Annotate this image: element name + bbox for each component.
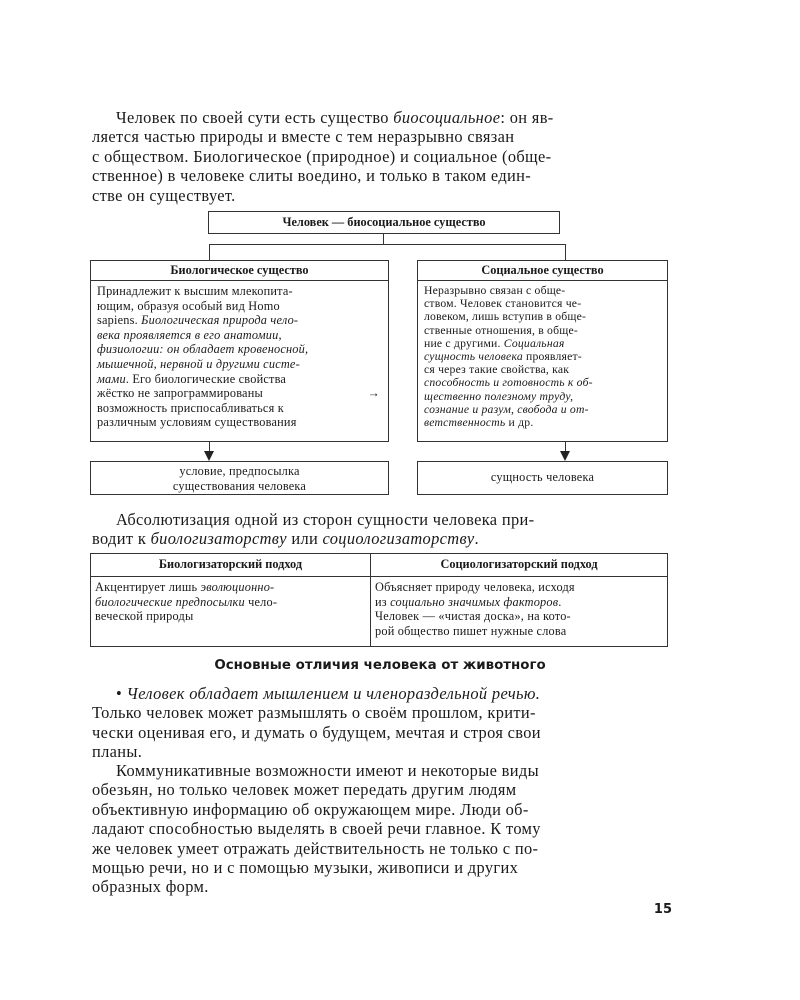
biological-title: Биологическое существо bbox=[91, 261, 388, 281]
social-result-box: сущность человека bbox=[417, 461, 668, 495]
section-heading: Основные отличия человека от животного bbox=[214, 658, 546, 673]
bullet-paragraph: • Человек обладает мышлением и членораздельной речью. Только человек может размышлять о своём прошлом, крити- чески оценивая его, и думать о будущем, мечтая и строя свои планы. bbox=[92, 684, 541, 762]
intro-line-2: ляется частью природы и вместе с тем неразрывно связан bbox=[92, 127, 515, 147]
social-title: Социальное существо bbox=[418, 261, 667, 281]
social-box bbox=[417, 260, 668, 442]
connector-left-drop bbox=[209, 244, 210, 260]
intro-paragraph bbox=[92, 108, 672, 205]
table-cell-biological: Акцентирует лишь эволюционно- биологические предпосылки чело- веческой природы bbox=[95, 580, 278, 624]
table-cell-social: Объясняет природу человека, исходя из социально значимых факторов. Человек — «чистая доска», на кото- рой общество пишет нужные слова bbox=[375, 580, 575, 638]
intro-line-3: с обществом. Биологическое (природное) и социальное (обще- bbox=[92, 146, 552, 166]
intro-line-1: Человек по своей сути есть существо биосоциальное: он яв- bbox=[116, 108, 554, 127]
arrow-right-icon: → bbox=[367, 386, 380, 401]
intro-line-4: ственное) в человеке слиты воедино, и только в таком един- bbox=[92, 166, 532, 186]
communication-paragraph: Коммуникативные возможности имеют и некоторые виды обезьян, но только человек может передать другим людям объективную информацию об окружающем мире. Люди об- ладают способностью выделять в своей речи главное. К тому же человек умеет отражать действительность не только с по- мощью речи, но и с помощью музыки, живописи и других образных форм. bbox=[92, 761, 541, 897]
biological-result-box: условие, предпосылка существования человека bbox=[90, 461, 389, 495]
biological-box bbox=[90, 260, 389, 442]
connector-right-drop bbox=[565, 244, 566, 260]
table-header-social: Социологизаторский подход bbox=[440, 557, 598, 571]
connector-vertical-top bbox=[383, 234, 384, 244]
diagram-top-box bbox=[208, 211, 560, 234]
approaches-table bbox=[90, 553, 668, 647]
absolutization-paragraph: Абсолютизация одной из сторон сущности человека при- водит к биологизаторству или социологизаторству. bbox=[92, 510, 535, 549]
biological-text: Принадлежит к высшим млекопита- ющим, образуя особый вид Homo sapiens. Биологическая природа чело- века проявляется в его анатомии, физиологии: он обладает кровеносной, мышечной, нервной и другими систе- мами. Его биологические свойства жёстко не запрограммированы → возможность приспосабливаться к различным условиям существования bbox=[97, 284, 380, 430]
table-header-biological: Биологизаторский подход bbox=[158, 557, 303, 571]
table-header-divider bbox=[91, 576, 667, 577]
right-arrow-down-icon bbox=[560, 451, 570, 461]
left-arrow-down-icon bbox=[204, 451, 214, 461]
diagram-top-title: Человек — биосоциальное существо bbox=[282, 215, 486, 229]
intro-line-5: стве он существует. bbox=[92, 185, 236, 205]
social-text: Неразрывно связан с обще- ством. Человек становится че- ловеком, лишь вступив в обще- ственные отношения, в обще- ние с другими. Социальная сущность человека проявляет- ся через такие свойства, как способность и готовность к об- щественно полезному труду, сознание и разум, свобода и от- ветственность и др. bbox=[424, 284, 593, 429]
page-number: 15 bbox=[653, 902, 672, 917]
connector-horizontal bbox=[209, 244, 566, 245]
